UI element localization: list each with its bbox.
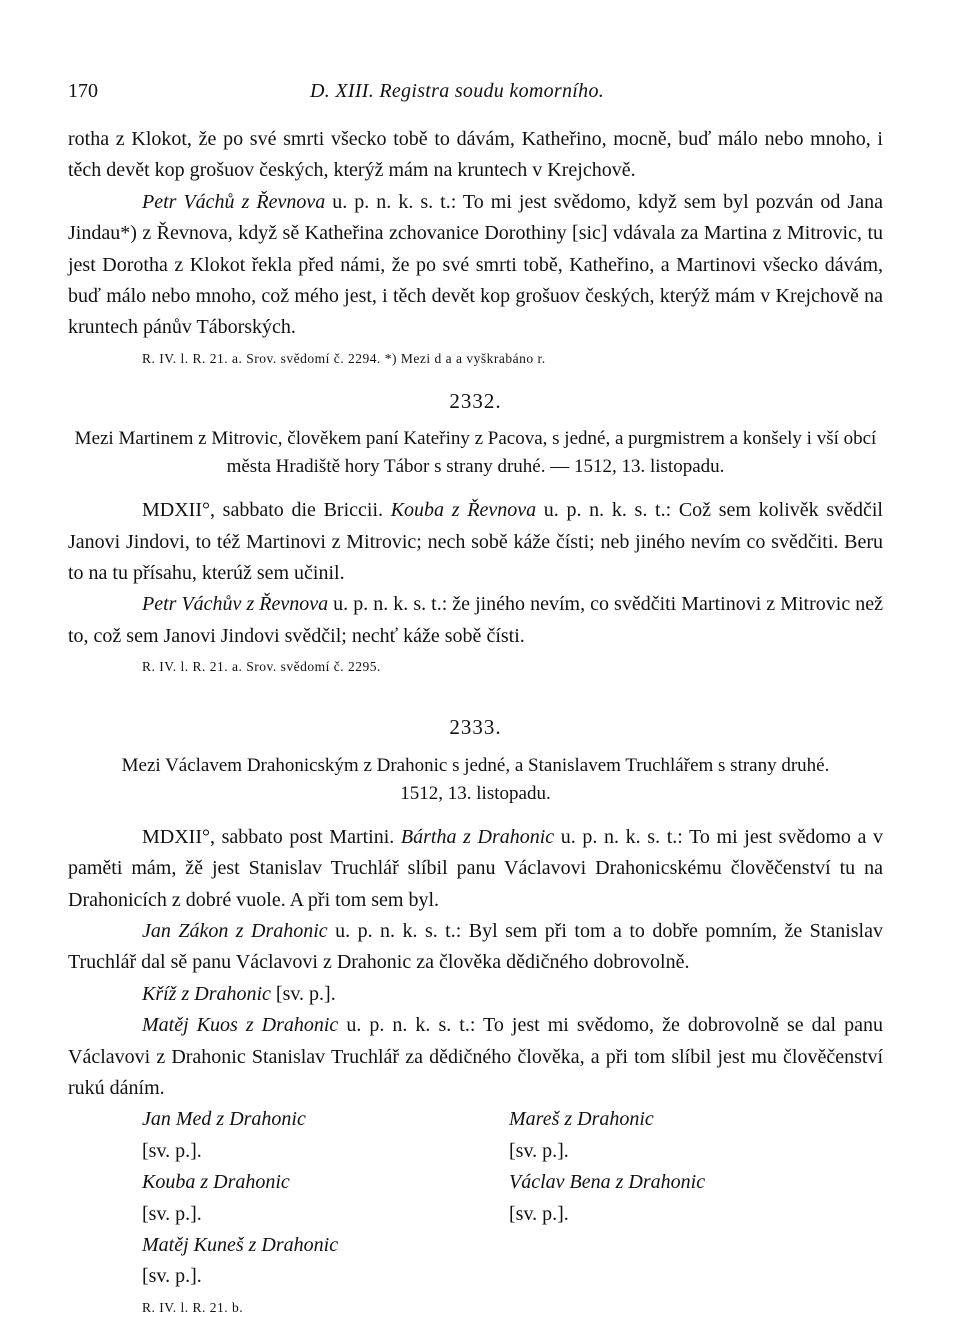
witness-entry: Jan Med z Drahonic[sv. p.]. [142,1108,306,1162]
paragraph: Petr Váchů z Řevnova u. p. n. k. s. t.: To mi jest svědomo, když sem byl pozván od Jana Jindau*) z Řevnova, když sě Katheřina zchovanice Dorothiny [sic] vdávala za Martina z Mitrovic, tu jest Dorotha z Klokot řekla před námi, že po své smrti tobě, Katheřino, a Martinovi všecko dávám, buď málo nebo mnoho, což mého jest, i těch devět kop grošuov českých, kterýž mám v Krejchově na kruntech pánův Táborských. [68,190,883,339]
witness-name: Matěj Kuos z Drahonic [142,1014,339,1037]
entry-summary: Mezi Václavem Drahonicským z Drahonic s jedné, a Stanislavem Truchlářem s strany druhé. 1512, 13. listopadu. [121,754,830,804]
paragraph: Petr Váchův z Řevnova u. p. n. k. s. t.: že jiného nevím, co svědčiti Martinovi z Mitrovic než to, což sem Janovi Jindovi svědčil; nechť káže sobě čísti. [68,593,883,647]
paragraph: Jan Zákon z Drahonic u. p. n. k. s. t.: Byl sem při tom a to dobře pomním, že Stanislav Truchlář dal sě panu Václavovi z Drahonic za člověka dědičného dobrovolně. [68,919,883,974]
witness-name: Kříž z Drahonic [142,982,271,1005]
entry-summary: Mezi Martinem z Mitrovic, člověkem paní Kateřiny z Pacova, s jedné, a purgmistrem a konšely i vší obcí města Hradiště hory Tábor s strany druhé. — 1512, 13. listopadu. [74,428,877,478]
source-note: R. IV. l. R. 21. a. Srov. svědomí č. 2294. *) Mezi d a a vyškrabáno r. [142,350,546,366]
paragraph: MDXII°, sabbato die Briccii. Kouba z Řevnova u. p. n. k. s. t.: Což sem kolivěk svědčil Janovi Jindovi, to též Martinovi z Mitrovic; nech sobě káže čísti; neb jiného nevím co svědčiti. Beru to na tu přísahu, kterúž sem učinil. [68,499,883,585]
witness-name: Kouba z Řevnova [390,499,537,522]
running-title: D. XIII. Registra soudu komorního. [310,80,605,102]
witness-name: Petr Váchův z Řevnova [142,593,329,616]
page-header [68,80,883,108]
source-note: R. IV. l. R. 21. b. [142,1299,244,1315]
page-number: 170 [68,80,98,102]
paragraph: MDXII°, sabbato post Martini. Bártha z Drahonic u. p. n. k. s. t.: To mi jest svědomo a v paměti mám, žě jest Stanislav Truchlář slíbil panu Václavovi Drahonicskému člověčenství tu na Drahonicích z dobré vuole. A při tom sem byl. [68,825,883,911]
entry-number: 2332. [449,388,502,413]
witness-row [68,1230,883,1293]
witness-entry: Mareš z Drahonic[sv. p.]. [509,1108,654,1162]
source-note: R. IV. l. R. 21. a. Srov. svědomí č. 2295. [142,659,381,675]
witness-row [68,1104,883,1167]
paragraph: rotha z Klokot, že po své smrti všecko tobě to dávám, Katheřino, mocně, buď málo nebo mnoho, i těch devět kop grošuov českých, kterýž mám na kruntech v Krejchově. [68,128,883,182]
witness-entry: Matěj Kuneš z Drahonic[sv. p.]. [142,1233,339,1288]
paragraph: Matěj Kuos z Drahonic u. p. n. k. s. t.: To jest mi svědomo, že dobrovolně se dal panu Václavovi z Drahonic Stanislav Truchlář za dědičného člověka, a při tom slíbil jest mu člověčenství rukú dáním. [68,1014,884,1099]
page-body [68,124,883,1325]
witness-name: Jan Zákon z Drahonic [142,919,328,942]
paragraph: Kříž z Drahonic [sv. p.]. [142,982,336,1005]
entry-number: 2333. [449,715,502,740]
witness-entry: Václav Bena z Drahonic[sv. p.]. [509,1171,706,1225]
witness-name: Bártha z Drahonic [400,825,555,848]
witness-name: Petr Váchů z Řevnova [142,190,326,213]
witness-row [68,1167,883,1230]
witness-entry: Kouba z Drahonic[sv. p.]. [142,1171,290,1225]
